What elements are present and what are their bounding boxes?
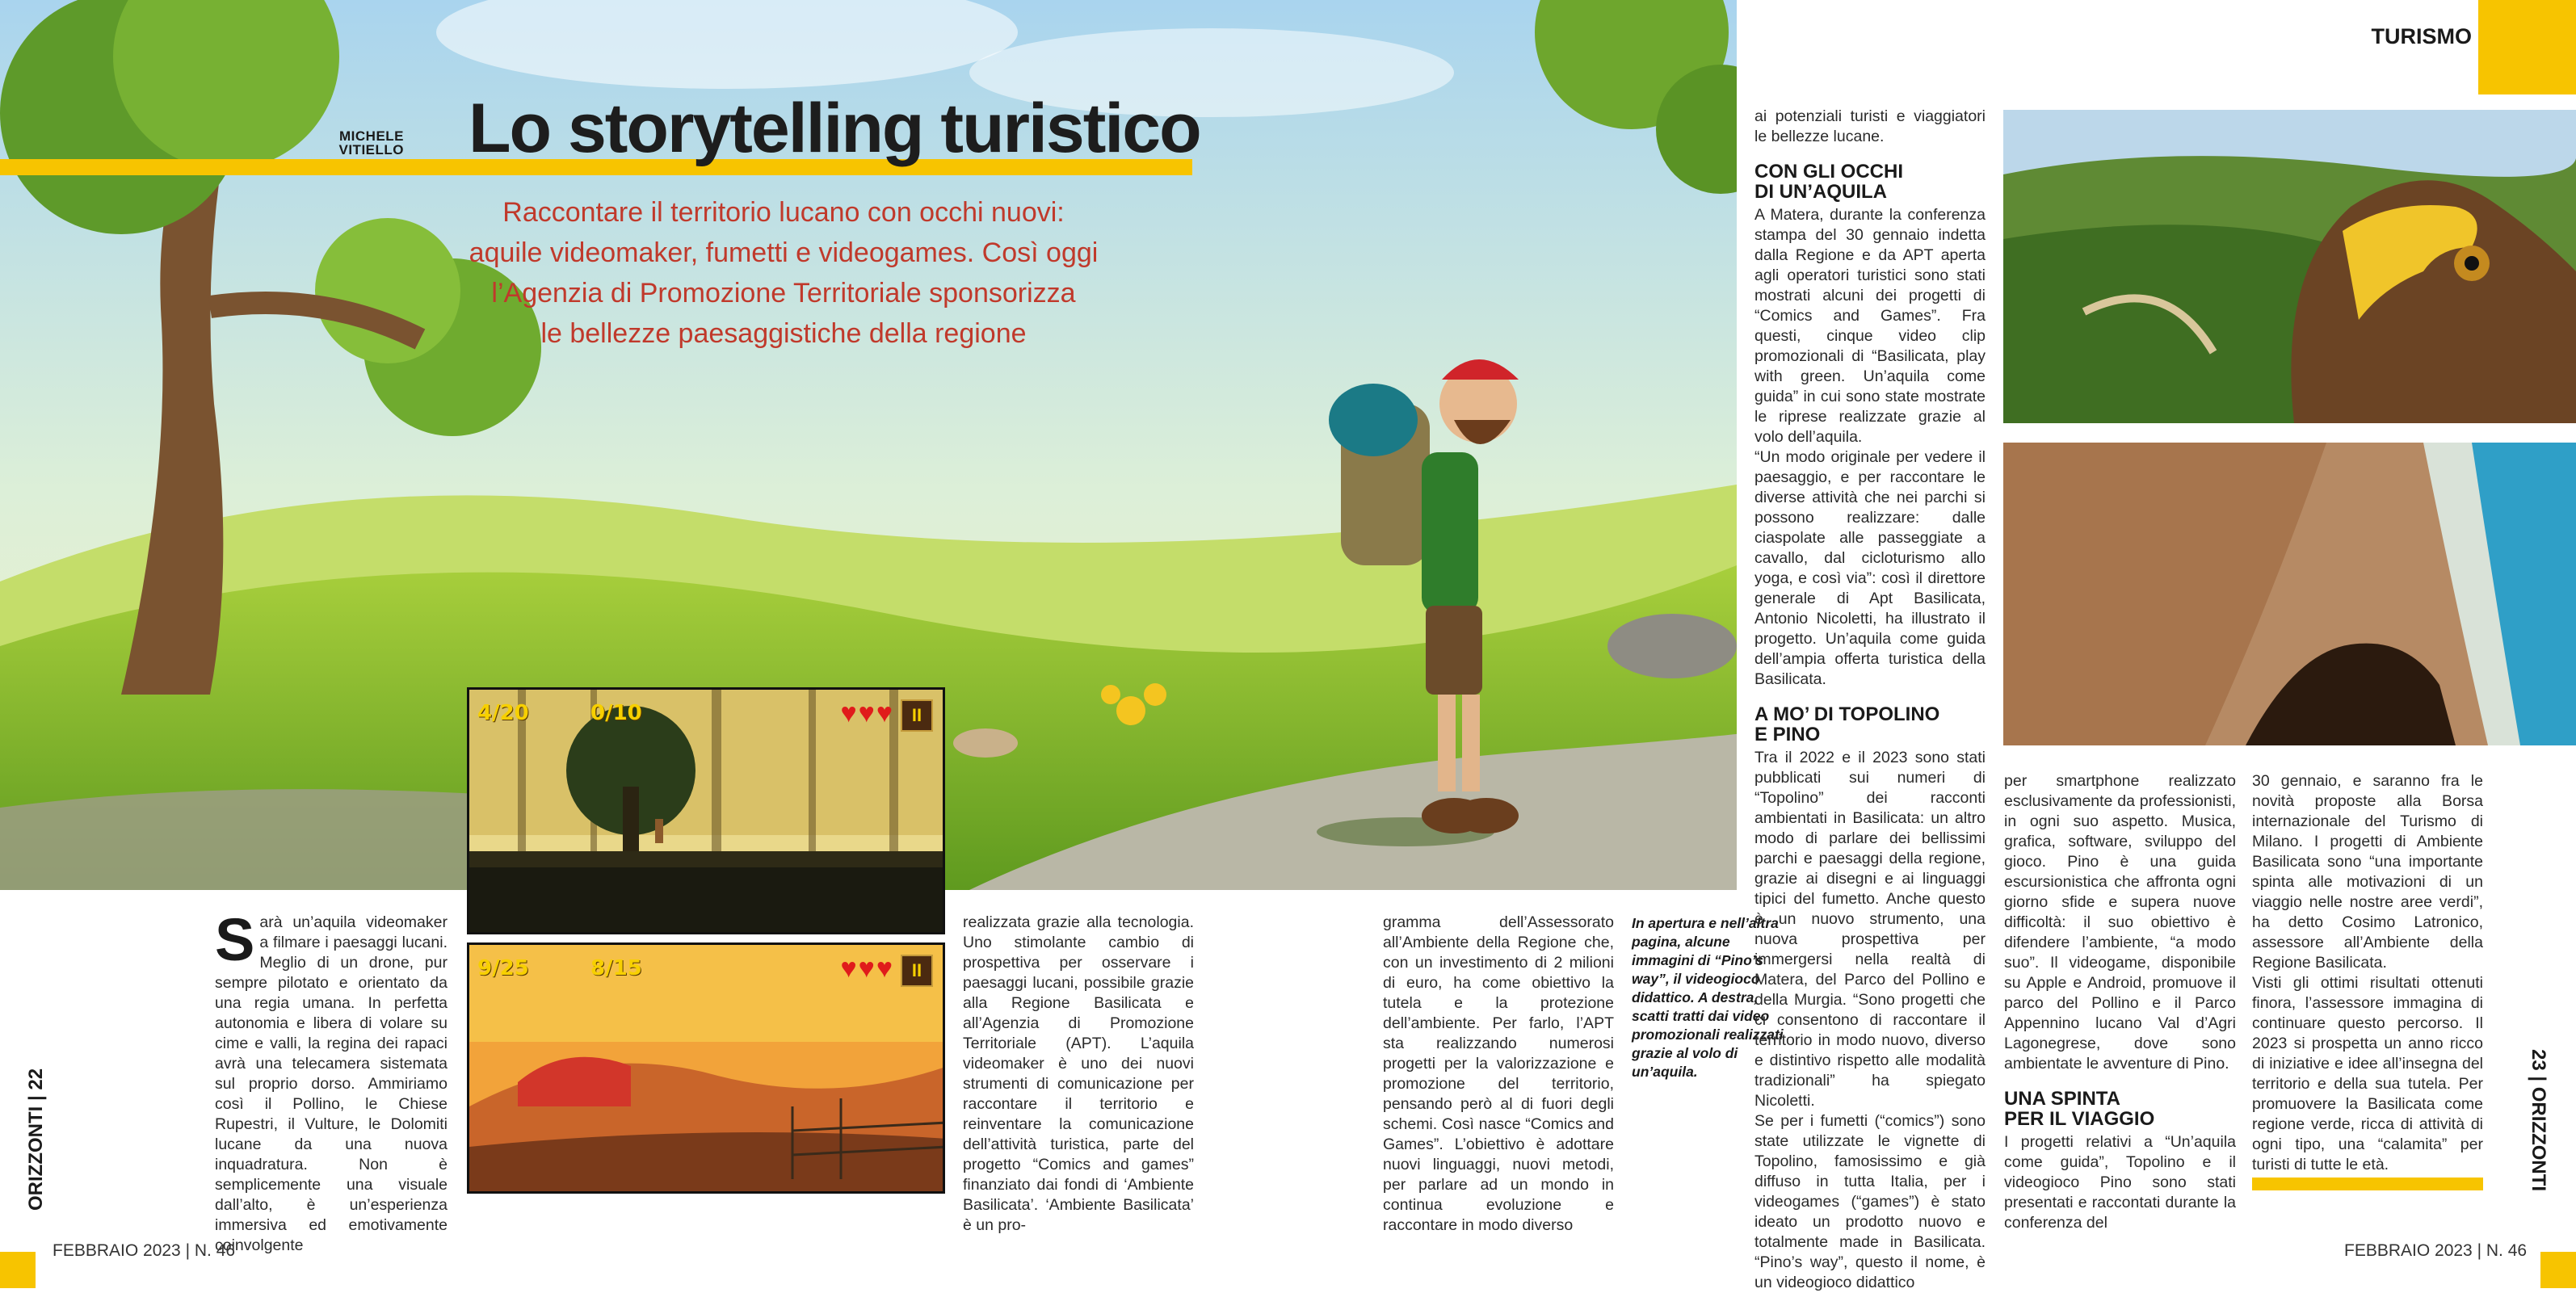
drop-cap: S xyxy=(215,906,255,973)
subtitle-line: Raccontare il territorio lucano con occhi nuovi: xyxy=(502,197,1065,228)
body-paragraph: Tra il 2022 e il 2023 sono stati pubblicati sui numeri di “Topolino” dei racconti ambientati in Basilicata: un altro modo di parlare dei bellissimi parchi e paesaggi della regione, grazie ai disegni e ai linguaggi tipici del fumetto. Anche questo è un nuovo strumento, una nuova prospettiva per immergersi nella realtà di Matera, del Parco del Pollino e della Murgia. “Sono progetti che ci consentono di raccontare il territorio in modo nuovo, diverso e distintivo rispetto alle modalità tradizionali” ha spiegato Nicoletti. xyxy=(1754,749,1986,1110)
article-subtitle xyxy=(452,192,1115,354)
page-folio-left: ORIZZONTI | 22 xyxy=(25,1068,47,1211)
section-label: TURISMO xyxy=(2371,24,2472,48)
section-heading xyxy=(2004,1089,2236,1129)
body-paragraph: arà un’aquila videomaker a filmare i paesaggi lucani. Meglio di un drone, pur sempre pilotato e orientato da una regia umana. In perfetta autonomia e libera di volare su cime e valli, la regina dei rapaci avrà una telecamera sistemata sul proprio dorso. Ammiriamo così il Pollino, le Chiese Rupestri, il Vulture, le Dolomiti lucane da una nuova inquadratura. Non è semplicemente una visuale dall’alto, è un’esperienza immersiva ed emotivamente coinvolgente xyxy=(215,913,448,1254)
hearts-icon: ♥♥♥ xyxy=(840,698,894,728)
leaf-counter: 8/15 xyxy=(590,956,642,980)
section-tab xyxy=(2478,0,2576,94)
heading-line: UNA SPINTA xyxy=(2004,1088,2120,1110)
body-paragraph: Visti gli ottimi risultati ottenuti finora, l’assessore immagina di continuare questo percorso. Il 2023 si prospetta un anno ricco di iniziative e idee all’insegna del territorio e della sua tutela. Per promuovere la Basilicata come regione verde, ricca di attività di ogni tipo, una “calamita” per turisti di tutte le età. xyxy=(2252,974,2483,1173)
body-paragraph: I progetti relativi a “Un’aquila come guida”, Topolino e il videogioco Pino sono stati presentati e raccontati durante la conferenza del xyxy=(2004,1133,2236,1232)
coin-counter: 4/20 xyxy=(477,701,529,725)
aerial-photo xyxy=(2003,443,2576,745)
body-column-6 xyxy=(2252,771,2483,1175)
subtitle-line: aquile videomaker, fumetti e videogames. Così oggi xyxy=(469,237,1099,268)
section-heading xyxy=(1754,704,1986,745)
body-column-5 xyxy=(2004,771,2236,1233)
heading-line: A MO’ DI TOPOLINO xyxy=(1754,703,1940,725)
body-paragraph: ai potenziali turisti e viaggiatori le bellezze lucane. xyxy=(1754,107,1986,145)
author-first-name: MICHELE xyxy=(339,128,404,144)
leaf-counter: 0/10 xyxy=(590,701,642,725)
body-paragraph: gramma dell’Assessorato all’Ambiente della Regione che, con un investimento di 2 milioni di euro, ha come obiettivo la tutela e la protezione dell’ambiente. Per farlo, l’APT sta realizzando numerosi progetti per la valorizzazione e promozione del territorio, pensando però al di fuori degli schemi. Così nasce “Comics and Games”. L’obiettivo è adottare nuovi linguaggi, nuovi metodi, per parlare ad un mondo in continua evoluzione e raccontare in modo diverso xyxy=(1383,913,1614,1234)
subtitle-line: l’Agenzia di Promozione Territoriale sponsorizza xyxy=(491,278,1076,309)
body-column-2 xyxy=(963,913,1194,1236)
footer-corner-left xyxy=(0,1252,36,1288)
author-byline xyxy=(307,129,404,157)
body-paragraph: 30 gennaio, e saranno fra le novità proposte alla Borsa internazionale del Turismo di Milano. I progetti di Ambiente Basilicata sono “una importante spinta alle motivazioni di un viaggio nelle nostre aree verdi”, ha detto Cosimo Latronico, assessore all’Ambiente della Regione Basilicata. xyxy=(2252,772,2483,972)
body-paragraph: “Un modo originale per vedere il paesaggio, e per raccontare le diverse attività che nei parchi si possono realizzare: dalle ciaspolate alle passeggiate a cavallo, dal cicloturismo allo yoga, e così via”: così il direttore generale di Apt Basilicata, Antonio Nicoletti, ha illustrato il progetto. Un’aquila come guida dell’ampia offerta turistica della Basilicata. xyxy=(1754,448,1986,688)
section-heading xyxy=(1754,162,1986,202)
coin-counter: 9/25 xyxy=(477,956,529,980)
page-folio-right: 23 | ORIZZONTI xyxy=(2528,1049,2549,1192)
issue-info-left: FEBBRAIO 2023 | N. 46 xyxy=(53,1241,236,1260)
footer-corner-right xyxy=(2540,1252,2576,1288)
body-paragraph: A Matera, durante la conferenza stampa del 30 gennaio indetta dalla Regione e da APT aperta agli operatori turistici sono stati mostrati alcuni dei progetti di “Comics and Games”. Fra questi, cinque video clip promozionali di “Basilicata, play with green. Un’aquila come guida” in cui sono state mostrate le riprese realizzate grazie al volo dell’aquila. xyxy=(1754,206,1986,446)
heading-line: DI UN’AQUILA xyxy=(1754,181,1887,203)
subtitle-line: le bellezze paesaggistiche della regione xyxy=(540,318,1027,349)
hearts-icon: ♥♥♥ xyxy=(840,953,894,984)
article-title: Lo storytelling turistico xyxy=(469,90,1200,167)
body-paragraph: per smartphone realizzato esclusivamente da professionisti, in ogni suo aspetto. Musica, grafica, software, sviluppo del gioco. Pino è una guida escursionistica che affronta ogni giorno sfide e supera nuove difficoltà: il suo obiettivo è difendere l’ambiente, “a modo suo”. Il videogame, disponibile su Apple e Android, promuove il parco del Pollino e il Parco Appennino lucano Val d’Agri Lagonegrese, dove sono ambientate le avventure di Pino. xyxy=(2004,772,2236,1073)
eagle-photo xyxy=(2003,110,2576,423)
pause-button: II xyxy=(901,955,933,987)
heading-line: PER IL VIAGGIO xyxy=(2004,1108,2155,1130)
issue-info-right: FEBBRAIO 2023 | N. 46 xyxy=(2344,1241,2528,1260)
body-paragraph: Se per i fumetti (“comics”) sono state utilizzate le vignette di Topolino, famosissimo e già diffuso in tutta Italia, per i videogames (“games”) è stato ideato un prodotto nuovo e totalmente made in Basilicata. “Pino’s way”, questo il nome, è un videogioco didattico xyxy=(1754,1112,1986,1291)
game-screenshot-sunset xyxy=(467,942,945,1194)
body-paragraph: realizzata grazie alla tecnologia. Uno stimolante cambio di prospettiva per osservare i paesaggi lucani, possibile grazie alla Regione Basilicata e all’Agenzia di Promozione Territoriale (APT). L’aquila videomaker è uno dei nuovi strumenti di comunicazione per raccontare il territorio e reinventare la comunicazione dell’attività turistica, parte del progetto “Comics and games” finanziato dai fondi di ‘Ambiente Basilicata’. ‘Ambiente Basilicata’ è un pro- xyxy=(963,913,1194,1234)
pause-button: II xyxy=(901,699,933,732)
body-column-3 xyxy=(1383,913,1614,1236)
article-end-bar xyxy=(2252,1178,2483,1190)
body-column-1 xyxy=(215,906,448,1256)
heading-line: E PINO xyxy=(1754,724,1821,745)
photo-caption: In apertura e nell’altra pagina, alcune immagini di “Pino’s way”, il videogioco didattico. A destra, scatti tratti dai video promozionali realizzati grazie al volo di un’aquila. xyxy=(1632,915,1784,1080)
author-last-name: VITIELLO xyxy=(338,142,404,157)
body-column-4 xyxy=(1754,107,1986,1293)
heading-line: CON GLI OCCHI xyxy=(1754,161,1903,183)
game-screenshot-forest xyxy=(467,687,945,934)
